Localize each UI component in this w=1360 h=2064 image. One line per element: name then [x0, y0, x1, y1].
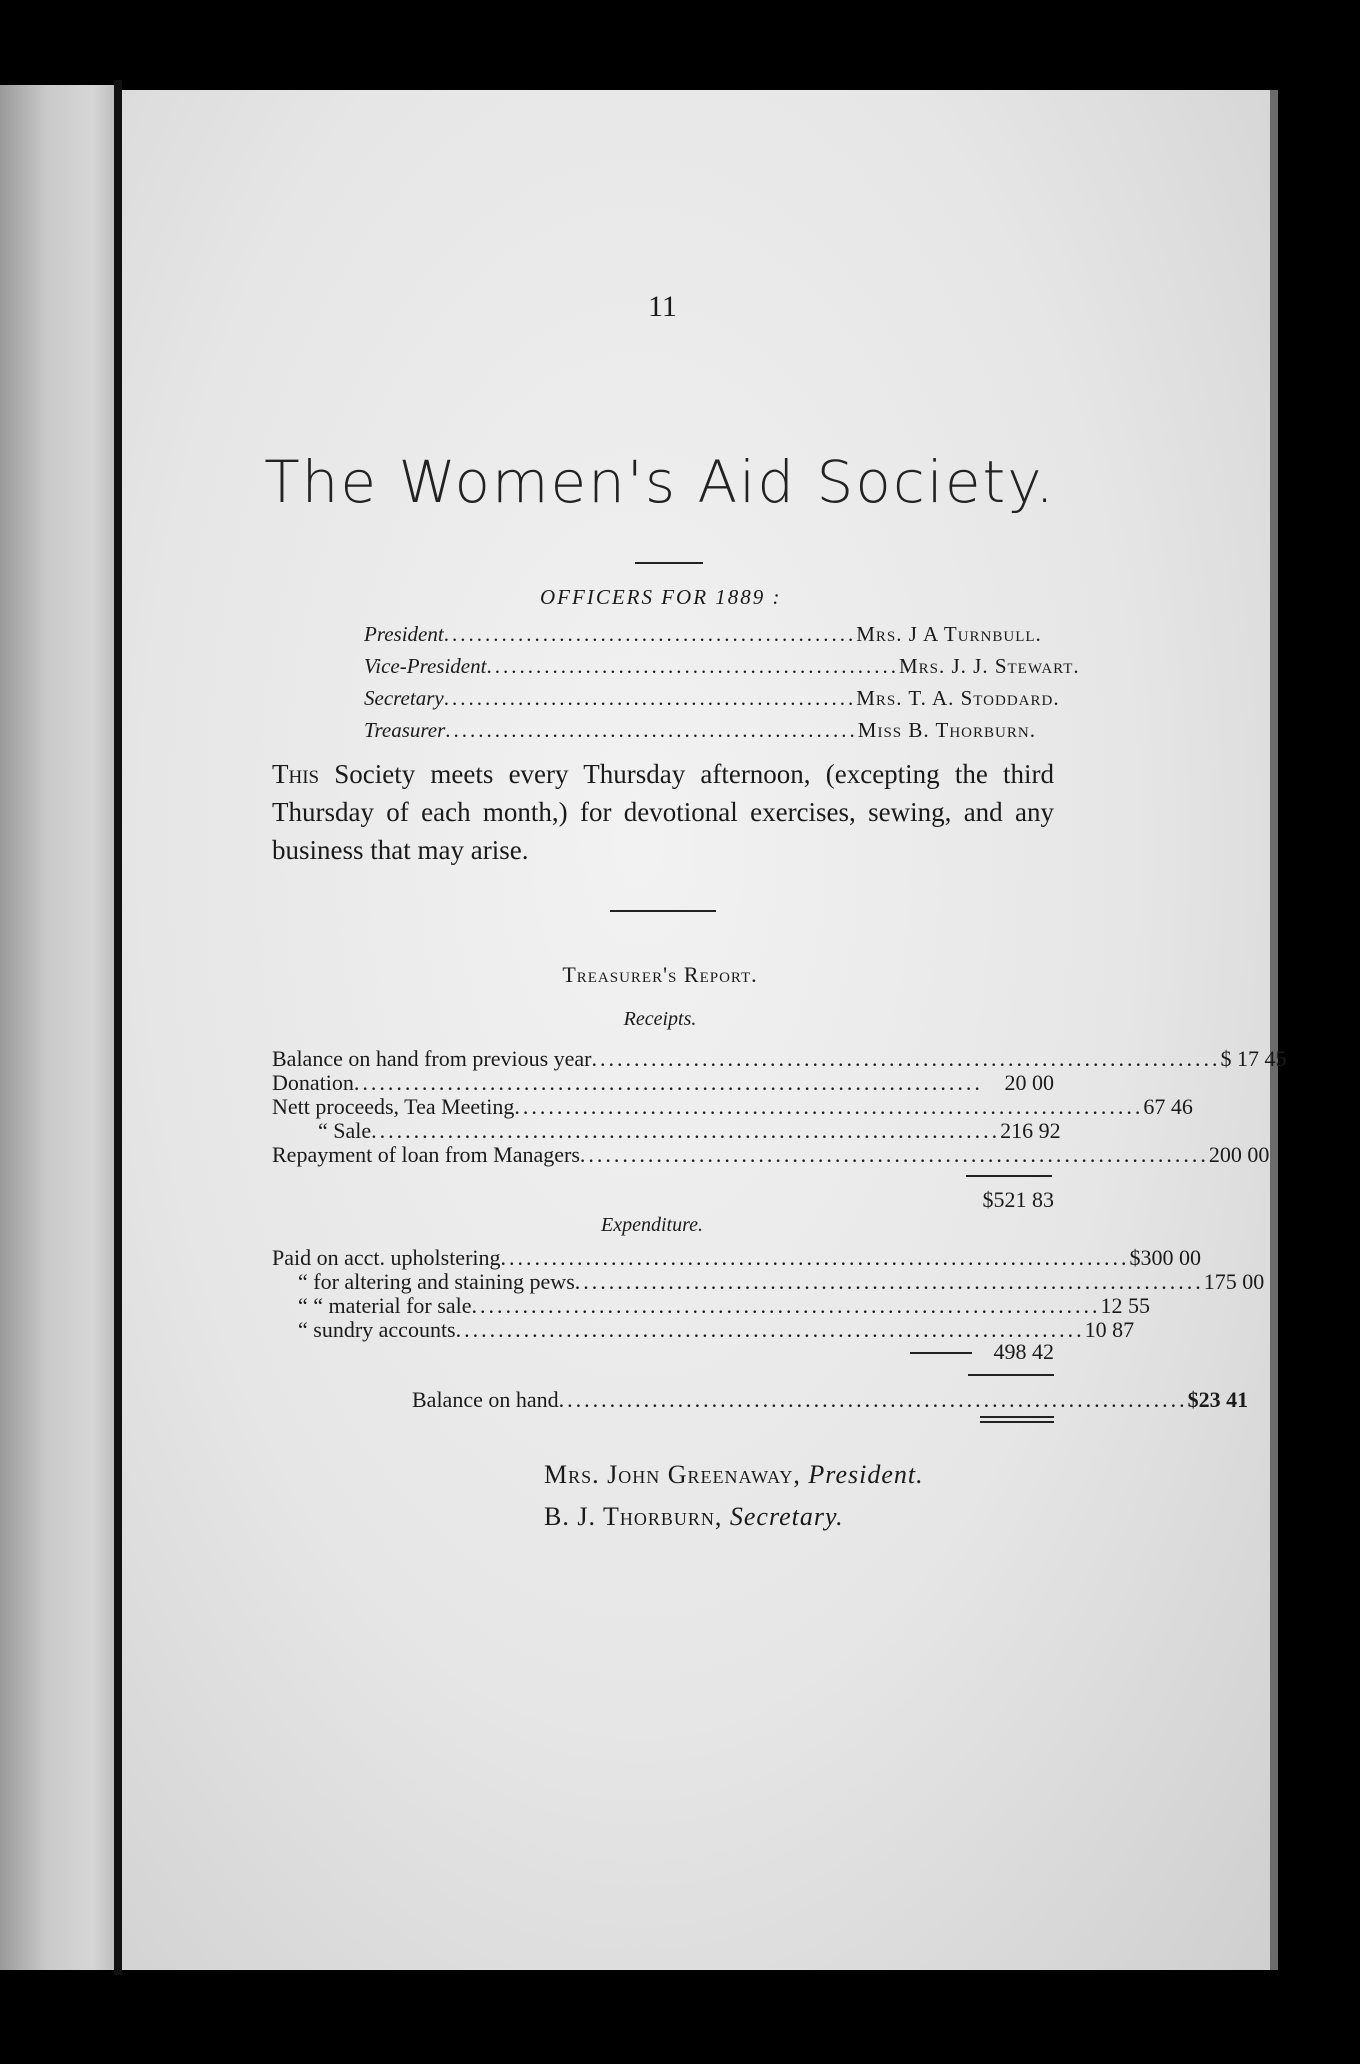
expenditure-amount: 10 87	[1084, 1317, 1135, 1342]
society-description	[272, 755, 1054, 869]
paragraph-body: Society meets every Thursday afternoon, (excepting the third Thursday of each month,) for devotional exercises, sewing, and any business that may arise.	[272, 759, 1054, 865]
double-rule-top	[980, 1416, 1054, 1418]
leader-dots: ..........................................................................	[353, 1070, 983, 1095]
expenditure-amount: $300 00	[1129, 1245, 1202, 1270]
officer-row-vice-president	[364, 654, 1080, 679]
receipt-label: Donation	[272, 1070, 354, 1095]
signature-secretary	[544, 1502, 844, 1532]
expenditure-row	[272, 1245, 1202, 1270]
receipt-amount: 20 00	[1004, 1070, 1054, 1095]
leader-dots: ..........................................................................	[579, 1142, 1209, 1167]
balance-label: Balance on hand	[412, 1387, 559, 1412]
expenditure-total-row	[900, 1340, 1054, 1364]
receipt-label: Nett proceeds, Tea Meeting	[272, 1094, 515, 1119]
receipt-amount: 200 00	[1208, 1142, 1270, 1167]
officer-role: President	[364, 622, 444, 646]
signatory-name: Mrs. John Greenaway,	[544, 1460, 801, 1489]
expenditure-heading: Expenditure.	[600, 1214, 703, 1236]
receipt-amount: $ 17 45	[1220, 1046, 1287, 1071]
expenditure-label: “ for altering and staining pews	[298, 1269, 575, 1294]
leader-dots: ..........................................................................	[371, 1118, 1001, 1143]
paragraph-lead: This	[272, 759, 320, 789]
officer-name: Mrs. T. A. Stoddard.	[856, 686, 1060, 710]
leader-dots: ..........................................................................	[558, 1387, 1188, 1412]
leader-dots: ..........................................................................	[574, 1269, 1204, 1294]
officer-row-president	[364, 622, 1042, 647]
expenditure-amount: 175 00	[1203, 1269, 1265, 1294]
receipt-amount: 67 46	[1143, 1094, 1193, 1119]
title-divider	[635, 562, 703, 564]
page-number: 11	[648, 290, 677, 323]
double-rule-bottom	[980, 1421, 1054, 1423]
signature-president	[544, 1460, 924, 1490]
receipt-row	[272, 1142, 1270, 1167]
signatory-title: President.	[808, 1460, 924, 1489]
officer-name: Mrs. J A Turnbull.	[856, 622, 1042, 646]
receipt-row	[272, 1094, 1193, 1119]
receipt-label: Balance on hand from previous year	[272, 1046, 592, 1071]
sum-rule	[966, 1175, 1052, 1177]
balance-row	[412, 1387, 1249, 1412]
officer-row-treasurer	[364, 718, 1036, 743]
expenditure-label: “ “ material for sale	[298, 1293, 472, 1318]
leader-dots: ..................................................	[486, 654, 899, 678]
expenditure-row	[298, 1293, 1150, 1318]
receipt-label: “ Sale	[318, 1118, 372, 1143]
officer-row-secretary	[364, 686, 1060, 711]
receipt-row	[272, 1046, 1287, 1071]
leader-dots: ..........................................................................	[514, 1094, 1144, 1119]
leader-dots: ..................................................	[443, 622, 857, 646]
report-heading: Treasurer's Report.	[562, 962, 758, 987]
expenditure-amount: 12 55	[1100, 1293, 1150, 1318]
receipt-row	[318, 1118, 1061, 1143]
expenditure-label: Paid on acct. upholstering	[272, 1245, 501, 1270]
leader-dots: ..........................................................................	[455, 1317, 1085, 1342]
balance-rule	[968, 1374, 1054, 1376]
officers-heading: OFFICERS FOR 1889 :	[540, 585, 782, 609]
balance-amount: $23 41	[1187, 1387, 1249, 1412]
receipt-amount: 216 92	[1000, 1118, 1061, 1143]
receipts-total-row	[900, 1188, 1054, 1212]
leader-dots: ..........................................................................	[500, 1245, 1130, 1270]
officer-role: Vice-President	[364, 654, 487, 678]
expenditure-row	[298, 1269, 1265, 1294]
receipt-row	[272, 1071, 1054, 1095]
leader-dots: ..................................................	[443, 686, 857, 710]
page-title: The Women's Aid Society.	[264, 448, 1056, 516]
leader-dots: ..........................................................................	[471, 1293, 1101, 1318]
officer-name: Miss B. Thorburn.	[857, 718, 1036, 742]
expenditure-row	[298, 1317, 1135, 1342]
officer-role: Treasurer	[364, 718, 446, 742]
leader-dots: ..........................................................................	[591, 1046, 1221, 1071]
receipt-label: Repayment of loan from Managers	[272, 1142, 580, 1167]
signatory-name: B. J. Thorburn,	[544, 1502, 723, 1531]
leader-dots: ..................................................	[445, 718, 858, 742]
officer-role: Secretary	[364, 686, 444, 710]
receipts-total: $521 83	[982, 1187, 1054, 1212]
signatory-title: Secretary.	[729, 1502, 844, 1531]
officer-name: Mrs. J. J. Stewart.	[898, 654, 1080, 678]
receipts-heading: Receipts.	[623, 1008, 697, 1030]
expenditure-total: 498 42	[993, 1339, 1054, 1364]
expenditure-label: “ sundry accounts	[298, 1317, 456, 1342]
section-divider	[610, 910, 716, 912]
